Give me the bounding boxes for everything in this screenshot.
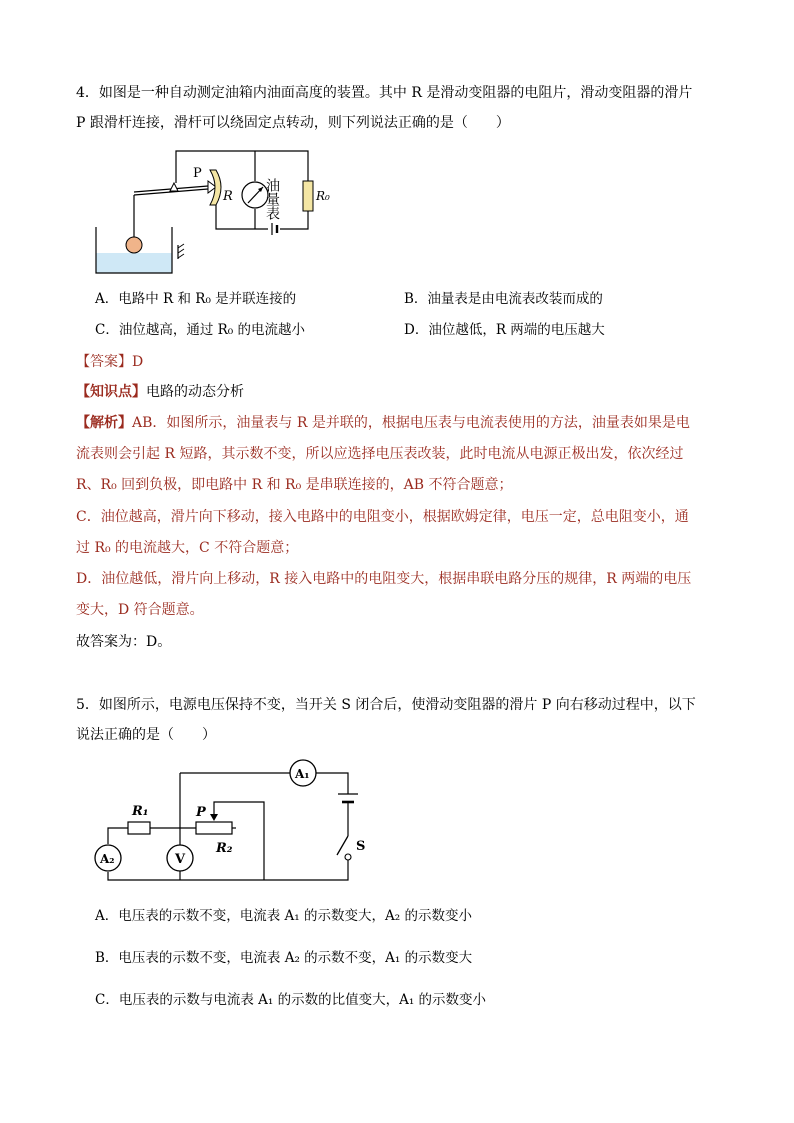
switch-icon bbox=[337, 836, 348, 855]
q4-option-a: A．电路中 R 和 R₀ 是并联连接的 bbox=[95, 291, 297, 307]
label-a1: A₁ bbox=[295, 767, 310, 781]
q4-option-d: D．油位越低，R 两端的电压越大 bbox=[404, 322, 605, 338]
label-p: P bbox=[193, 166, 202, 181]
label-p: P bbox=[196, 805, 206, 820]
q4-option-b: B．油量表是由电流表改装而成的 bbox=[404, 291, 603, 307]
resistor-r1 bbox=[128, 822, 150, 834]
oil-tank-liquid bbox=[96, 253, 172, 273]
pivot-icon bbox=[170, 183, 178, 191]
q4-analysis-line6: D．油位越低，滑片向上移动，R 接入电路中的电阻变大，根据串联电路分压的规律，R 两端的电压 bbox=[76, 571, 692, 587]
q4-analysis-line3: R、R₀ 回到负极，即电路中 R 和 R₀ 是串联连接的，AB 不符合题意； bbox=[76, 477, 513, 493]
q5-stem-line1: 5．如图所示，电源电压保持不变，当开关 S 闭合后，使滑动变阻器的滑片 P 向右移动过程中，以下 bbox=[76, 697, 696, 713]
analysis-tag: 【解析】 bbox=[76, 415, 132, 431]
label-a2: A₂ bbox=[100, 852, 115, 866]
wall-hatch-icon bbox=[178, 244, 184, 259]
q4-analysis-line7: 变大，D 符合题意。 bbox=[76, 602, 204, 618]
q4-option-c: C．油位越高，通过 R₀ 的电流越小 bbox=[95, 322, 305, 338]
q4-stem-line2: P 跟滑杆连接，滑杆可以绕固定点转动，则下列说法正确的是（ ） bbox=[76, 115, 510, 131]
analysis-text: AB．如图所示，油量表与 R 是并联的，根据电压表与电流表使用的方法，油量表如果是电 bbox=[132, 415, 690, 431]
label-s: S bbox=[356, 839, 366, 854]
resistor-r0 bbox=[303, 181, 313, 211]
resistor-r2 bbox=[196, 822, 232, 834]
label-r: R bbox=[223, 189, 233, 204]
q4-analysis-line4: C．油位越高，滑片向下移动，接入电路中的电阻变小，根据欧姆定律，电压一定，总电阻变小，通 bbox=[76, 509, 689, 525]
label-r0: R₀ bbox=[316, 189, 330, 203]
q4-analysis-line2: 流表则会引起 R 短路，其示数不变，所以应选择电压表改装，此时电流从电源正极出发，依次经过 bbox=[76, 446, 684, 462]
label-v: V bbox=[175, 852, 186, 867]
q4-analysis-line5: 过 R₀ 的电流越大，C 不符合题意； bbox=[76, 540, 299, 556]
q4-knowledge-point bbox=[76, 382, 244, 402]
q4-answer: 【答案】D bbox=[76, 354, 144, 370]
q4-stem-line1: 4．如图是一种自动测定油箱内油面高度的装置。其中 R 是滑动变阻器的电阻片，滑动变阻器的滑片 bbox=[76, 85, 693, 101]
float-ball bbox=[126, 237, 142, 253]
q5-option-c: C．电压表的示数与电流表 A₁ 的示数的比值变大，A₁ 的示数变小 bbox=[95, 992, 487, 1008]
slider-p-arrow-icon bbox=[210, 814, 218, 821]
q5-option-a: A．电压表的示数不变，电流表 A₁ 的示数变大，A₂ 的示数变小 bbox=[95, 908, 472, 924]
q4-circuit-diagram bbox=[92, 145, 342, 277]
label-r2: R₂ bbox=[216, 841, 233, 856]
q5-stem-line2: 说法正确的是（ ） bbox=[76, 727, 216, 743]
q4-conclusion: 故答案为：D。 bbox=[76, 634, 172, 650]
knowledge-tag: 【知识点】 bbox=[76, 384, 146, 400]
q5-option-b: B．电压表的示数不变，电流表 A₂ 的示数不变，A₁ 的示数变大 bbox=[95, 950, 473, 966]
label-r1: R₁ bbox=[132, 804, 149, 819]
label-oil-meter: 油量表 bbox=[264, 178, 280, 220]
knowledge-text: 电路的动态分析 bbox=[146, 384, 244, 400]
q4-analysis-line1 bbox=[76, 413, 690, 433]
q5-circuit-diagram bbox=[96, 758, 366, 890]
